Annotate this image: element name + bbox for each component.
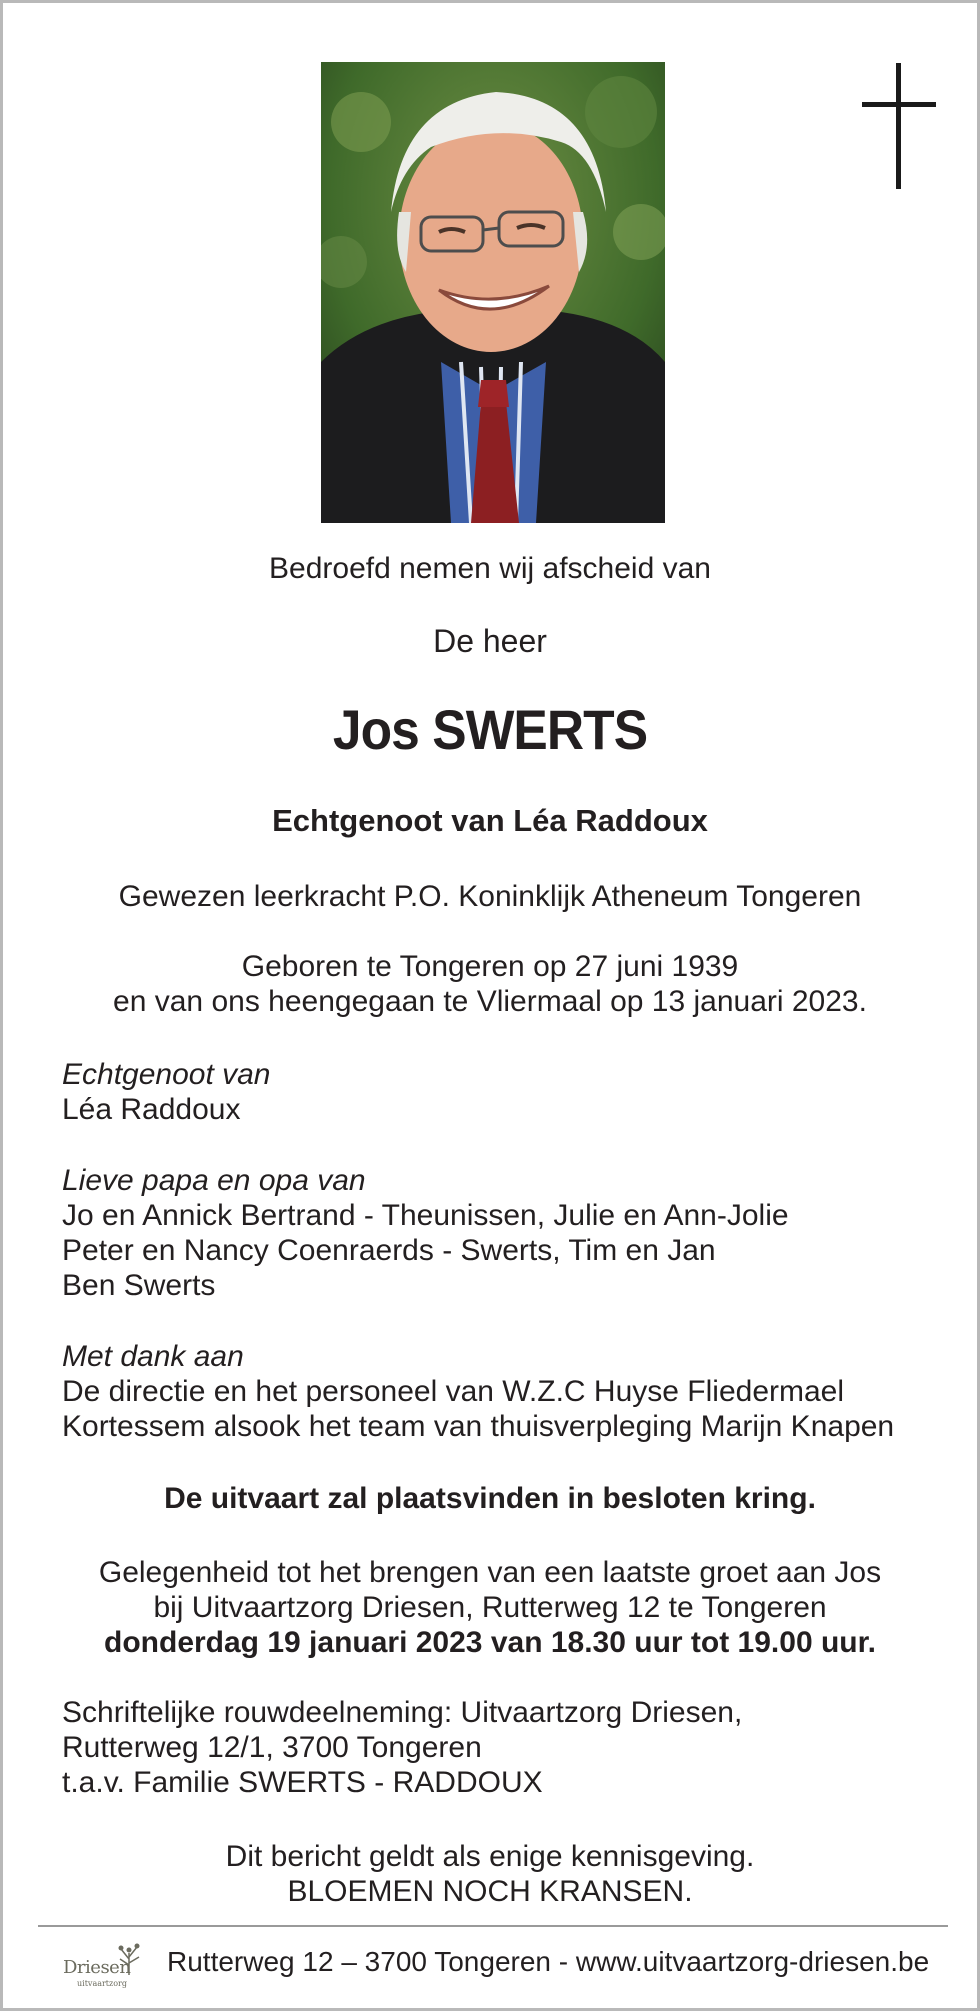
section-line: Kortessem alsook het team van thuisverpleging Marijn Knapen xyxy=(62,1410,895,1443)
title-prefix: De heer xyxy=(433,623,547,659)
condolence-address xyxy=(62,1695,742,1800)
footer-address: Rutterweg 12 – 3700 Tongeren - www.uitvaartzorg-driesen.be xyxy=(167,1946,930,1977)
notice-block xyxy=(3,1839,977,1909)
driesen-logo xyxy=(63,1935,147,1991)
notice-line: Dit bericht geldt als enige kennisgeving. xyxy=(225,1840,755,1873)
logo-subtitle: uitvaartzorg xyxy=(77,1979,127,1988)
ceremony-note: De uitvaart zal plaatsvinden in besloten kring. xyxy=(164,1482,816,1515)
family-section xyxy=(62,1163,789,1303)
address-line: t.a.v. Familie SWERTS - RADDOUX xyxy=(62,1766,543,1799)
section-line: Jo en Annick Bertrand - Theunissen, Julie en Ann-Jolie xyxy=(62,1199,789,1232)
intro-line: Bedroefd nemen wij afscheid van xyxy=(269,552,711,585)
visit-date-line: donderdag 19 januari 2023 van 18.30 uur tot 19.00 uur. xyxy=(104,1626,876,1659)
birth-line: Geboren te Tongeren op 27 juni 1939 xyxy=(241,950,739,983)
logo-wordmark: Driesen xyxy=(63,1957,131,1978)
section-heading: Met dank aan xyxy=(62,1340,244,1373)
death-line: en van ons heengegaan te Vliermaal op 13 januari 2023. xyxy=(113,985,867,1018)
section-line: Léa Raddoux xyxy=(62,1093,241,1126)
deceased-name: Jos SWERTS xyxy=(332,698,648,761)
visitation-block xyxy=(3,1555,977,1660)
occupation: Gewezen leerkracht P.O. Koninklijk Atheneum Tongeren xyxy=(118,880,862,913)
visit-line: bij Uitvaartzorg Driesen, Rutterweg 12 te Tongeren xyxy=(153,1591,827,1624)
section-line: De directie en het personeel van W.Z.C Huyse Fliedermael xyxy=(62,1375,845,1408)
portrait-photo xyxy=(321,62,665,523)
section-heading: Echtgenoot van xyxy=(62,1058,271,1091)
section-heading: Lieve papa en opa van xyxy=(62,1164,366,1197)
visit-line: Gelegenheid tot het brengen van een laatste groet aan Jos xyxy=(98,1556,882,1589)
spouse-section xyxy=(62,1057,271,1127)
spouse-line: Echtgenoot van Léa Raddoux xyxy=(272,803,708,838)
section-line: Peter en Nancy Coenraerds - Swerts, Tim en Jan xyxy=(62,1234,716,1267)
address-line: Schriftelijke rouwdeelneming: Uitvaartzorg Driesen, xyxy=(62,1696,743,1729)
birth-death-block xyxy=(3,949,977,1019)
latin-cross-icon xyxy=(862,63,936,189)
notice-line: BLOEMEN NOCH KRANSEN. xyxy=(287,1875,693,1908)
section-line: Ben Swerts xyxy=(62,1269,216,1302)
footer-divider xyxy=(38,1925,948,1927)
thanks-section xyxy=(62,1339,894,1444)
address-line: Rutterweg 12/1, 3700 Tongeren xyxy=(62,1731,482,1764)
